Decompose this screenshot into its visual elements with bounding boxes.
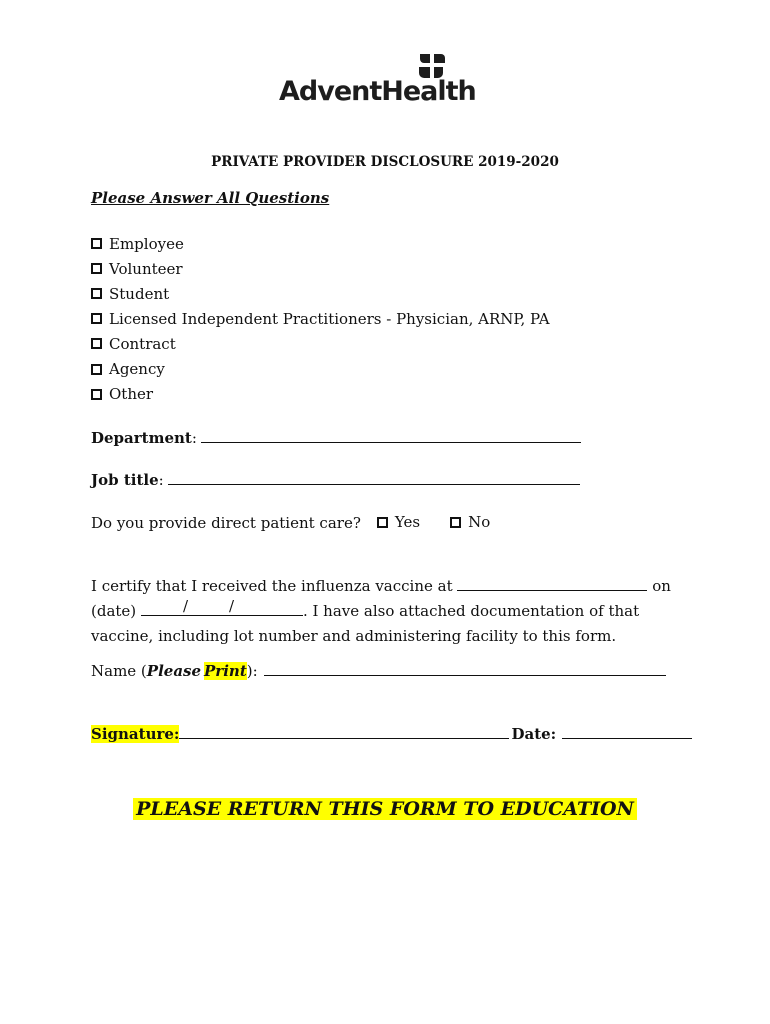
patient-care-question: Do you provide direct patient care? <box>91 513 361 532</box>
signature-row <box>91 724 692 743</box>
name-row <box>91 661 666 680</box>
patient-care-yes <box>377 513 420 531</box>
date-slash: / <box>228 597 234 615</box>
signature-field[interactable] <box>179 724 509 739</box>
option-label: Employee <box>109 234 184 253</box>
option-label: Student <box>109 284 170 303</box>
name-label-start: Name ( <box>91 662 147 680</box>
name-field[interactable] <box>264 661 666 676</box>
job-title-label: Job title <box>91 471 159 489</box>
option-volunteer <box>91 256 550 281</box>
department-field[interactable] <box>201 428 581 443</box>
patient-care-no <box>450 513 490 531</box>
checkbox-lip[interactable] <box>91 313 102 324</box>
option-agency <box>91 356 550 381</box>
vaccine-date-field[interactable] <box>141 597 303 616</box>
job-title-colon: : <box>158 471 164 489</box>
instructions-heading: Please Answer All Questions <box>91 189 330 207</box>
department-label: Department <box>91 429 192 447</box>
option-employee <box>91 231 550 256</box>
signature-label: Signature: <box>91 725 180 743</box>
department-colon: : <box>191 429 197 447</box>
date-label: (date) <box>91 602 137 620</box>
role-options-list <box>91 231 550 407</box>
checkbox-employee[interactable] <box>91 238 102 249</box>
yes-label: Yes <box>394 513 421 531</box>
option-lip <box>91 306 550 331</box>
logo-wordmark: AdventHealth <box>279 76 476 107</box>
certify-on: on <box>652 577 671 595</box>
patient-care-row <box>91 513 490 532</box>
checkbox-volunteer[interactable] <box>91 263 102 274</box>
name-label-print: Print <box>204 662 247 680</box>
signature-date-label: Date: <box>511 725 557 743</box>
return-instruction <box>0 798 770 820</box>
no-label: No <box>468 513 491 531</box>
certify-text-1: I certify that I received the influenza vaccine at <box>91 577 453 595</box>
certify-text-2: . I have also attached documentation of that vaccine, including lot number and administering facility to this form. <box>91 602 640 645</box>
return-instruction-text: PLEASE RETURN THIS FORM TO EDUCATION <box>133 798 637 820</box>
adventhealth-logo <box>279 52 494 108</box>
date-slash: / <box>182 597 188 615</box>
option-label: Agency <box>109 360 165 379</box>
checkbox-contract[interactable] <box>91 338 102 349</box>
checkbox-yes[interactable] <box>377 517 388 528</box>
job-title-field[interactable] <box>168 470 580 485</box>
option-other <box>91 382 550 407</box>
option-label: Other <box>109 385 154 404</box>
option-label: Contract <box>109 334 176 353</box>
name-label-end: ): <box>246 662 258 680</box>
checkbox-agency[interactable] <box>91 364 102 375</box>
option-student <box>91 281 550 306</box>
option-label: Licensed Independent Practitioners - Physician, ARNP, PA <box>109 309 550 328</box>
department-row <box>91 428 581 447</box>
form-title: PRIVATE PROVIDER DISCLOSURE 2019-2020 <box>211 154 559 170</box>
option-contract <box>91 331 550 356</box>
checkbox-other[interactable] <box>91 389 102 400</box>
option-label: Volunteer <box>109 259 183 278</box>
checkbox-no[interactable] <box>450 517 461 528</box>
vaccine-location-field[interactable] <box>457 575 647 591</box>
signature-date-field[interactable] <box>562 724 692 739</box>
certification-paragraph <box>91 574 676 649</box>
checkbox-student[interactable] <box>91 288 102 299</box>
name-label-please: Please <box>146 662 202 680</box>
job-title-row <box>91 470 580 489</box>
